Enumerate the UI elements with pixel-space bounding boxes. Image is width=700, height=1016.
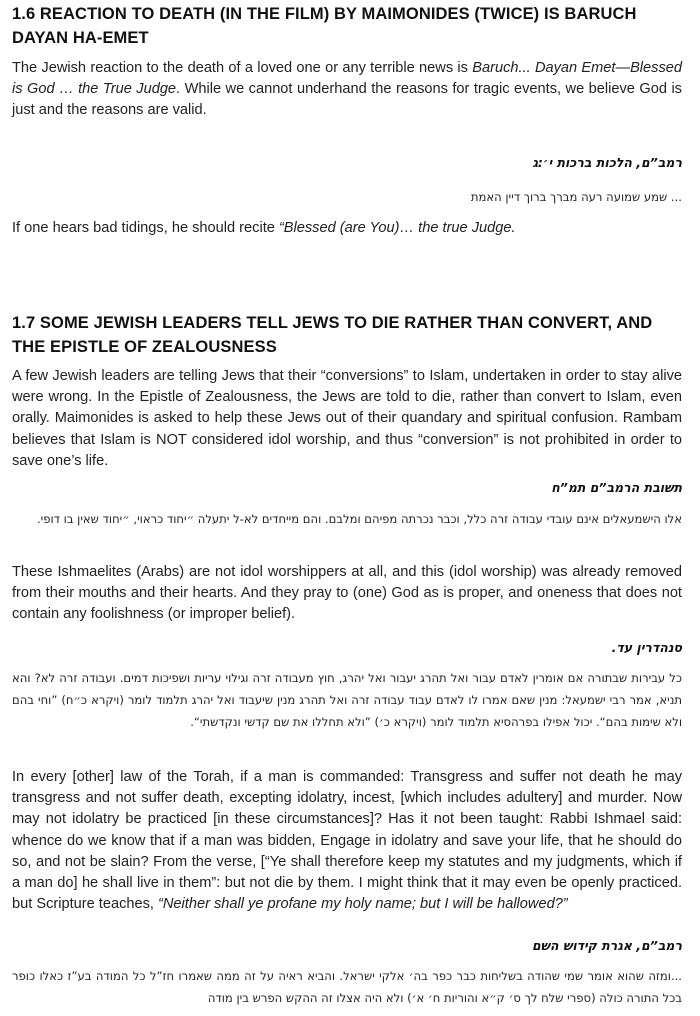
section-1-7-source-sanhedrin: סנהדרין עד. (611, 640, 682, 655)
section-1-6-hebrew: ... שמע שמועה רעה מברך ברוך דיין האמת (470, 190, 682, 204)
intro-text-end: . While we cannot underhand the reasons for tragic events, we believe God is just and the reasons are valid. (12, 81, 682, 119)
section-1-6-source: רמב”ם, הלכות ברכות י׳:ג (532, 155, 682, 170)
section-1-7-translation-sanhedrin (12, 767, 682, 915)
sanhedrin-translation-italic: “Neither shall ye profane my holy name; but I will be hallowed?” (158, 896, 568, 913)
section-1-7-intro: A few Jewish leaders are telling Jews that their “conversions” to Islam, undertaken in order to stay alive were wrong. In the Epistle of Zealousness, the Jews are told to die, rather than convert to Islam, even orally. Maimonides is asked to help these Jews out of their quandary and spiritual confusion. Rambam believes that Islam is NOT considered idol worship, and thus “conversion” is not prohibited in order to save one’s life. (12, 368, 682, 469)
section-1-6-translation (12, 218, 682, 239)
intro-text: The Jewish reaction to the death of a loved one or any terrible news is (12, 60, 473, 76)
translation-text: If one hears bad tidings, he should recite (12, 220, 279, 236)
section-1-6-heading: 1.6 REACTION TO DEATH (IN THE FILM) BY MAIMONIDES (TWICE) IS BARUCH DAYAN HA-EMET (12, 5, 637, 47)
section-1-7-hebrew-sanhedrin: כל עבירות שבתורה אם אומרין לאדם עבור ואל תהרג יעבור ואל יהרג, חוץ מעבודה זרה וגילוי עריות ושפיכות דמים. ועבודה זרה לא? והא תניא, אמר רבי ישמעאל: מנין שאם אמרו לו לאדם עבוד עבודה זרה ואל תהרג מנין שיעבוד ואל יהרג תלמוד לומר (ויקרא כ״ח) ”וחי בהם ולא שימות בהם“. יכול אפילו בפרהסיא תלמוד לומר (ויקרא כ׳) ”ולא תחללו את שם קדשי ונקדשתי“. (12, 671, 682, 729)
section-1-7-source-responsa: תשובת הרמב”ם תמ”ח (551, 480, 682, 495)
section-1-7-source-epistle: רמב”ם, אגרת קידוש השם (531, 938, 682, 953)
intro-italic-text: Baruch... Dayan Emet—Blessed is God … the True Judge (12, 60, 682, 98)
section-1-6-intro (12, 58, 682, 122)
section-1-7-translation-responsa: These Ishmaelites (Arabs) are not idol worshippers at all, and this (idol worship) was already removed from their mouths and their hearts. And they pray to (one) God as is proper, and oneness that does not contain any foolishness (or improper belief). (12, 564, 682, 623)
section-1-7-hebrew-responsa: אלו הישמעאלים אינם עובדי עבודה זרה כלל, וכבר נכרתה מפיהם ומלבם. והם מייחדים לא-ל יתעלה ״יחוד כראוי, ״יחוד שאין בו דופי. (36, 512, 682, 526)
sanhedrin-translation-text: In every [other] law of the Torah, if a man is commanded: Transgress and suffer not death he may transgress and not suffer death, excepting idolatry, incest, [which includes adultery] and murder. Now may not idolatry be practiced [in these circumstances]? Has it not been taught: Rabbi Ishmael said: whence do we know that if a man was bidden, Engage in idolatry and save your life, that he should do so, and not be slain? From the verse, [“Ye shall therefore keep my statutes and my judgments, which if a man do] he shall live in them”: but not die by them. I might think that it may even be openly practiced. but Scripture teaches, (12, 769, 682, 913)
section-1-7-hebrew-epistle: ...ומזה שהוא אומר שמי שהודה בשליחות כבר כפר בה׳ אלקי ישראל. והביא ראיה על זה ממה שאמרו חז”ל כל המודה בע”ז כאלו כופר בכל התורה כולה (ספרי שלח לך ס׳ ק״א והוריות ח׳ א׳) ולא היה אצלו זה ההקש הפרש בין מודה (12, 969, 682, 1005)
translation-italic-text: “Blessed (are You)… the true Judge. (278, 220, 516, 236)
section-1-7-heading: 1.7 SOME JEWISH LEADERS TELL JEWS TO DIE RATHER THAN CONVERT, AND THE EPISTLE OF ZEALOUSNESS (12, 314, 653, 356)
